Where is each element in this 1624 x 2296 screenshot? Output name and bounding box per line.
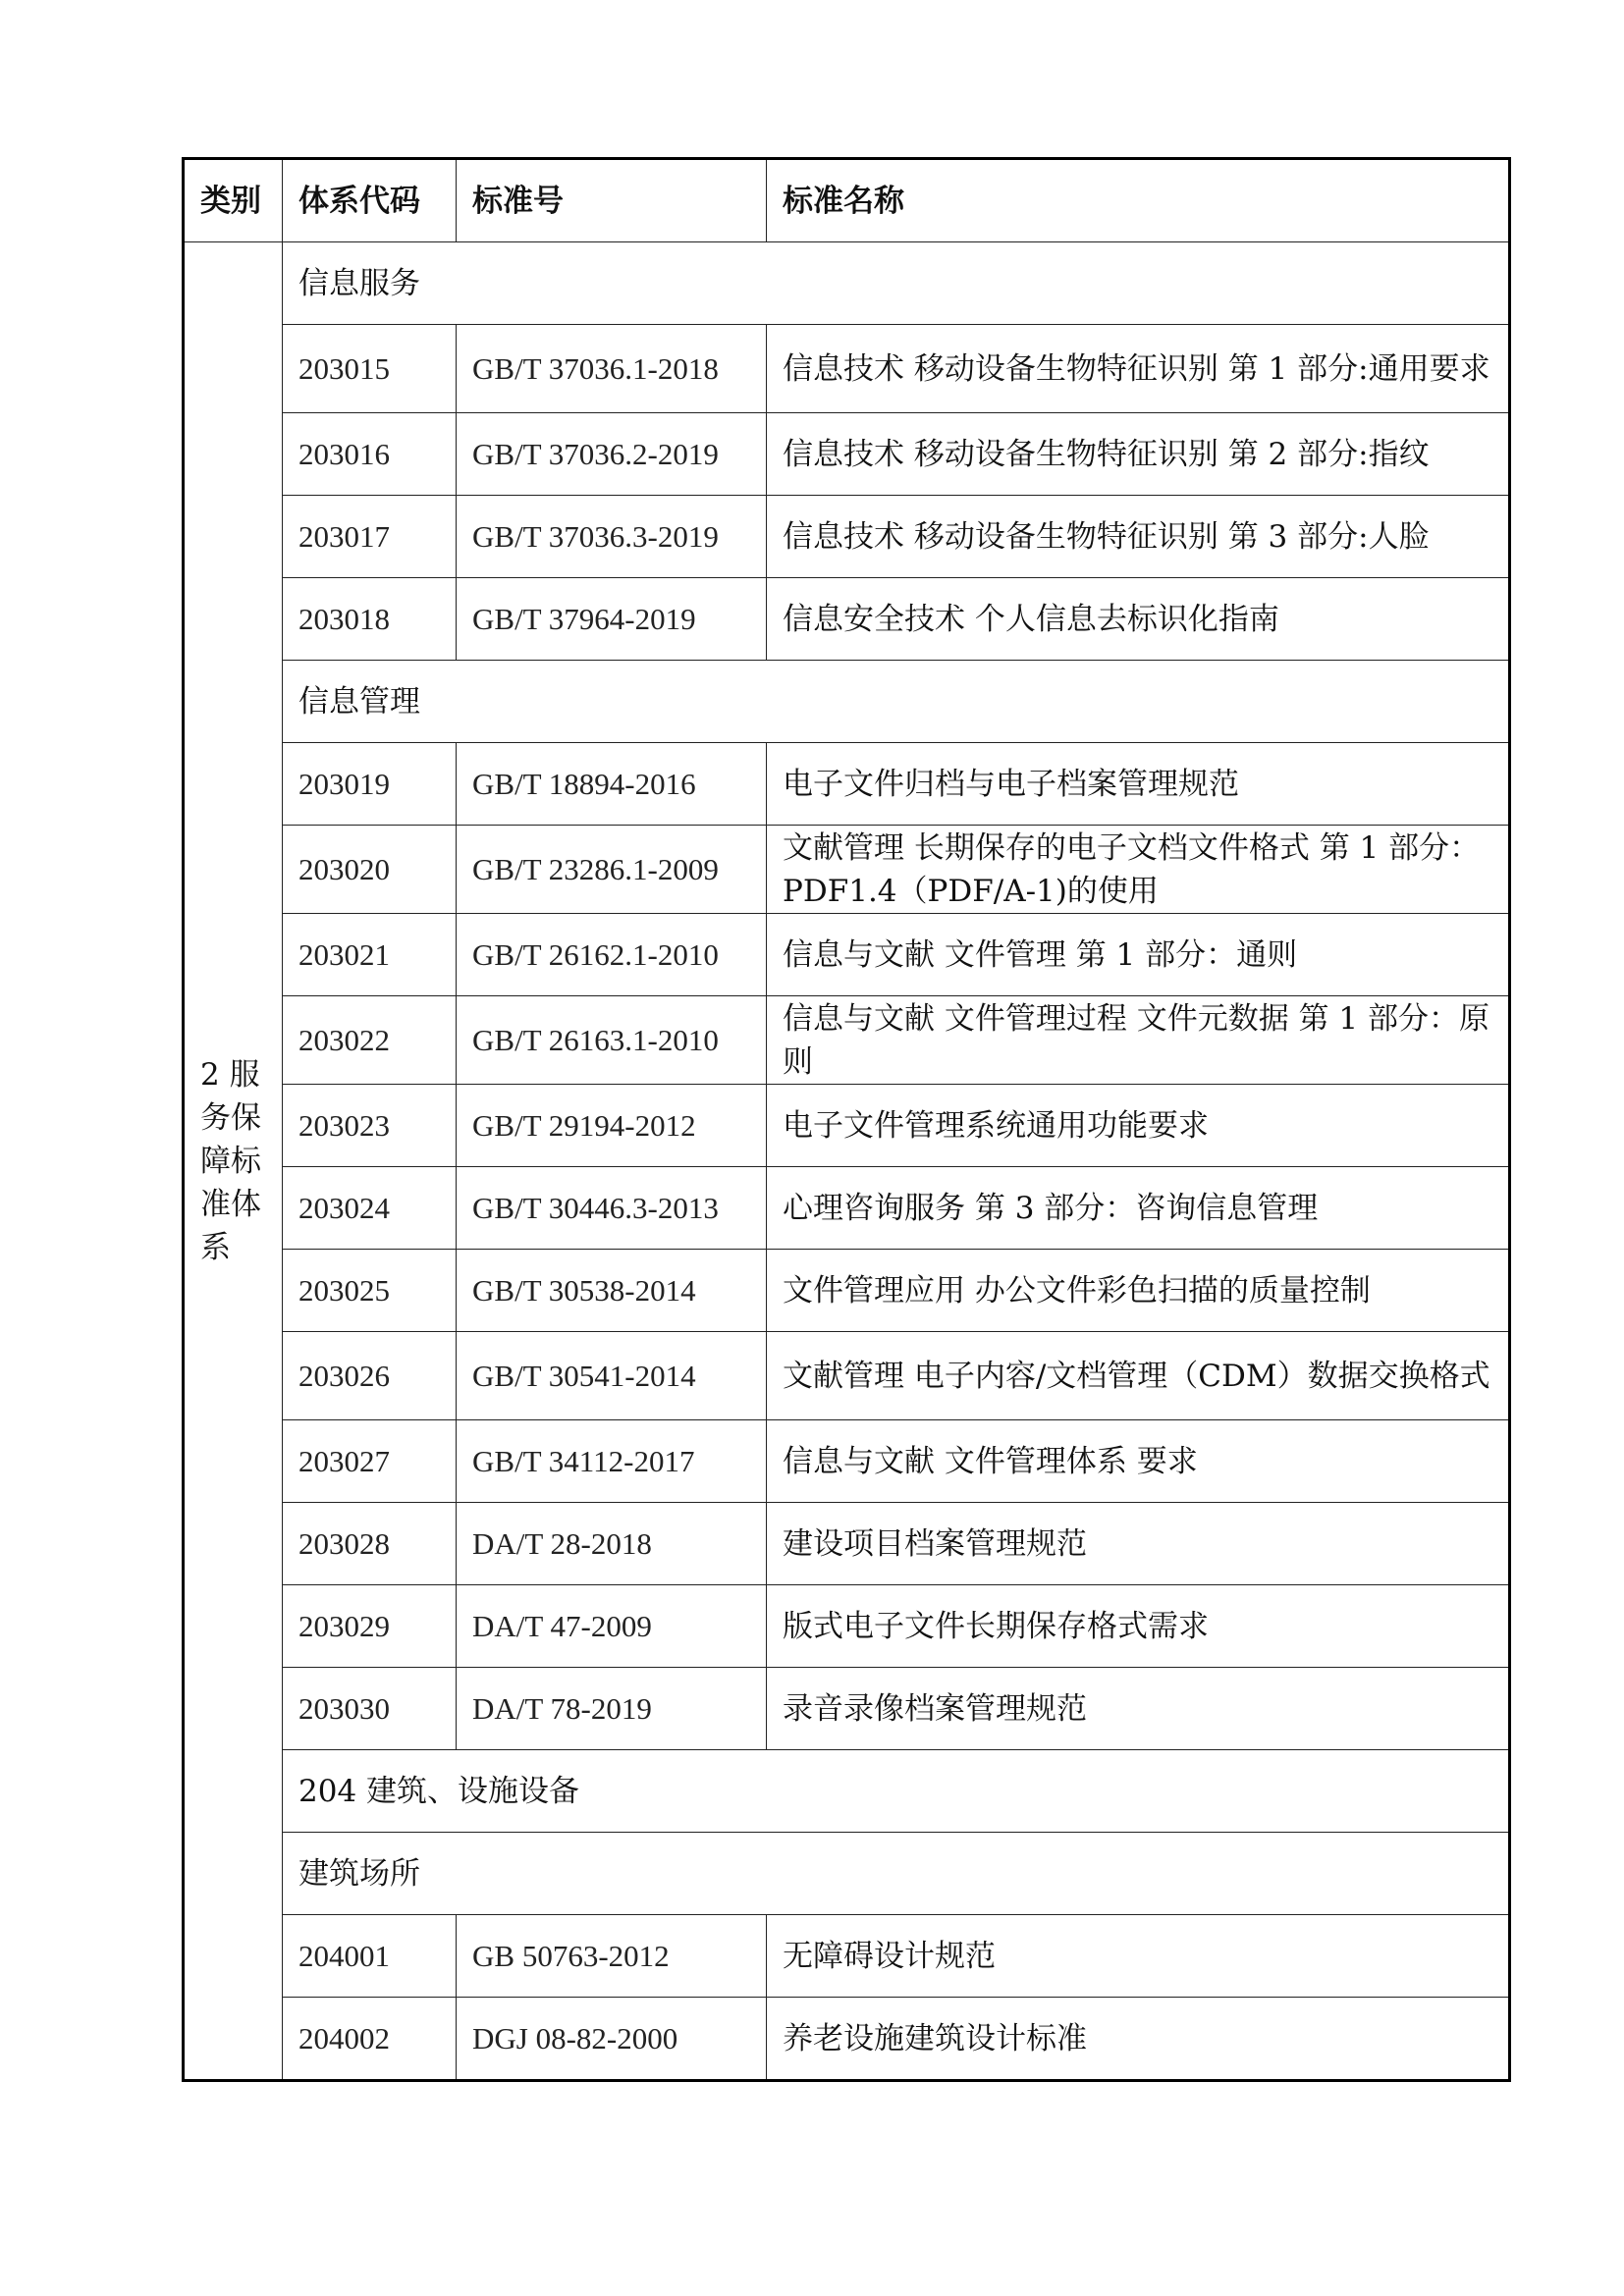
standard-name-cell: 电子文件归档与电子档案管理规范 [767,743,1510,826]
table-row [184,1915,1510,1998]
standard-name-cell: 信息与文献 文件管理 第 1 部分：通则 [767,914,1510,996]
standard-name-cell: 养老设施建筑设计标准 [767,1998,1510,2081]
header-standard-name: 标准名称 [767,159,1510,242]
table-row [184,413,1510,496]
code-cell: 203020 [283,826,457,914]
group-row [184,1750,1510,1833]
code-cell: 203015 [283,325,457,413]
standard-no-cell: GB/T 29194-2012 [457,1085,767,1167]
standard-no-cell: GB/T 37036.3-2019 [457,496,767,578]
code-cell: 203021 [283,914,457,996]
table-row [184,826,1510,914]
code-cell: 203029 [283,1585,457,1668]
code-cell: 203016 [283,413,457,496]
code-cell: 203028 [283,1503,457,1585]
code-cell: 204002 [283,1998,457,2081]
code-cell: 203030 [283,1668,457,1750]
group-row [184,242,1510,325]
standard-no-cell: DA/T 47-2009 [457,1585,767,1668]
table-header-row [184,159,1510,242]
standard-no-cell: GB/T 37036.2-2019 [457,413,767,496]
table-row [184,914,1510,996]
standard-no-cell: GB/T 26163.1-2010 [457,996,767,1085]
standard-name-cell: 心理咨询服务 第 3 部分：咨询信息管理 [767,1167,1510,1250]
group-section-204: 204 建筑、设施设备 [283,1750,1510,1833]
header-standard-no: 标准号 [457,159,767,242]
standard-name-cell: 信息技术 移动设备生物特征识别 第 1 部分:通用要求 [767,325,1510,413]
standard-no-cell: GB/T 30446.3-2013 [457,1167,767,1250]
standard-name-cell: 信息技术 移动设备生物特征识别 第 2 部分:指纹 [767,413,1510,496]
table-row [184,743,1510,826]
table-row [184,1332,1510,1420]
code-cell: 203025 [283,1250,457,1332]
group-row [184,661,1510,743]
standard-no-cell: GB/T 37036.1-2018 [457,325,767,413]
standard-no-cell: GB/T 23286.1-2009 [457,826,767,914]
table-row [184,1585,1510,1668]
standard-name-cell: 文件管理应用 办公文件彩色扫描的质量控制 [767,1250,1510,1332]
code-cell: 203017 [283,496,457,578]
group-info-service: 信息服务 [283,242,1510,325]
code-cell: 204001 [283,1915,457,1998]
standard-name-cell: 文献管理 电子内容/文档管理（CDM）数据交换格式 [767,1332,1510,1420]
standard-no-cell: GB/T 30541-2014 [457,1332,767,1420]
table-row [184,1420,1510,1503]
standard-no-cell: GB/T 37964-2019 [457,578,767,661]
table-row [184,496,1510,578]
group-building-sites: 建筑场所 [283,1833,1510,1915]
code-cell: 203022 [283,996,457,1085]
standards-table [182,157,1511,2082]
code-cell: 203027 [283,1420,457,1503]
standard-name-cell: 信息安全技术 个人信息去标识化指南 [767,578,1510,661]
standard-name-cell: 信息与文献 文件管理体系 要求 [767,1420,1510,1503]
table-row [184,325,1510,413]
standard-name-cell: 文献管理 长期保存的电子文档文件格式 第 1 部分：PDF1.4（PDF/A-1)的使用 [767,826,1510,914]
standard-no-cell: DA/T 78-2019 [457,1668,767,1750]
code-cell: 203026 [283,1332,457,1420]
standard-name-cell: 录音录像档案管理规范 [767,1668,1510,1750]
standard-name-cell: 无障碍设计规范 [767,1915,1510,1998]
header-category: 类别 [184,159,283,242]
code-cell: 203024 [283,1167,457,1250]
standard-no-cell: GB/T 18894-2016 [457,743,767,826]
standard-name-cell: 信息技术 移动设备生物特征识别 第 3 部分:人脸 [767,496,1510,578]
standard-name-cell: 电子文件管理系统通用功能要求 [767,1085,1510,1167]
standard-no-cell: DA/T 28-2018 [457,1503,767,1585]
table-row [184,578,1510,661]
standard-no-cell: GB/T 30538-2014 [457,1250,767,1332]
group-row [184,1833,1510,1915]
table-row [184,1085,1510,1167]
standard-no-cell: GB 50763-2012 [457,1915,767,1998]
table-row [184,1250,1510,1332]
table-row [184,1503,1510,1585]
standard-no-cell: GB/T 26162.1-2010 [457,914,767,996]
table-row [184,1668,1510,1750]
code-cell: 203019 [283,743,457,826]
standard-name-cell: 建设项目档案管理规范 [767,1503,1510,1585]
table-row [184,1167,1510,1250]
table-row [184,996,1510,1085]
code-cell: 203018 [283,578,457,661]
standard-name-cell: 信息与文献 文件管理过程 文件元数据 第 1 部分：原则 [767,996,1510,1085]
header-code: 体系代码 [283,159,457,242]
group-info-management: 信息管理 [283,661,1510,743]
category-cell: 2 服务保障标准体系 [184,242,283,2081]
standard-no-cell: GB/T 34112-2017 [457,1420,767,1503]
code-cell: 203023 [283,1085,457,1167]
table-row [184,1998,1510,2081]
standard-name-cell: 版式电子文件长期保存格式需求 [767,1585,1510,1668]
standard-no-cell: DGJ 08-82-2000 [457,1998,767,2081]
